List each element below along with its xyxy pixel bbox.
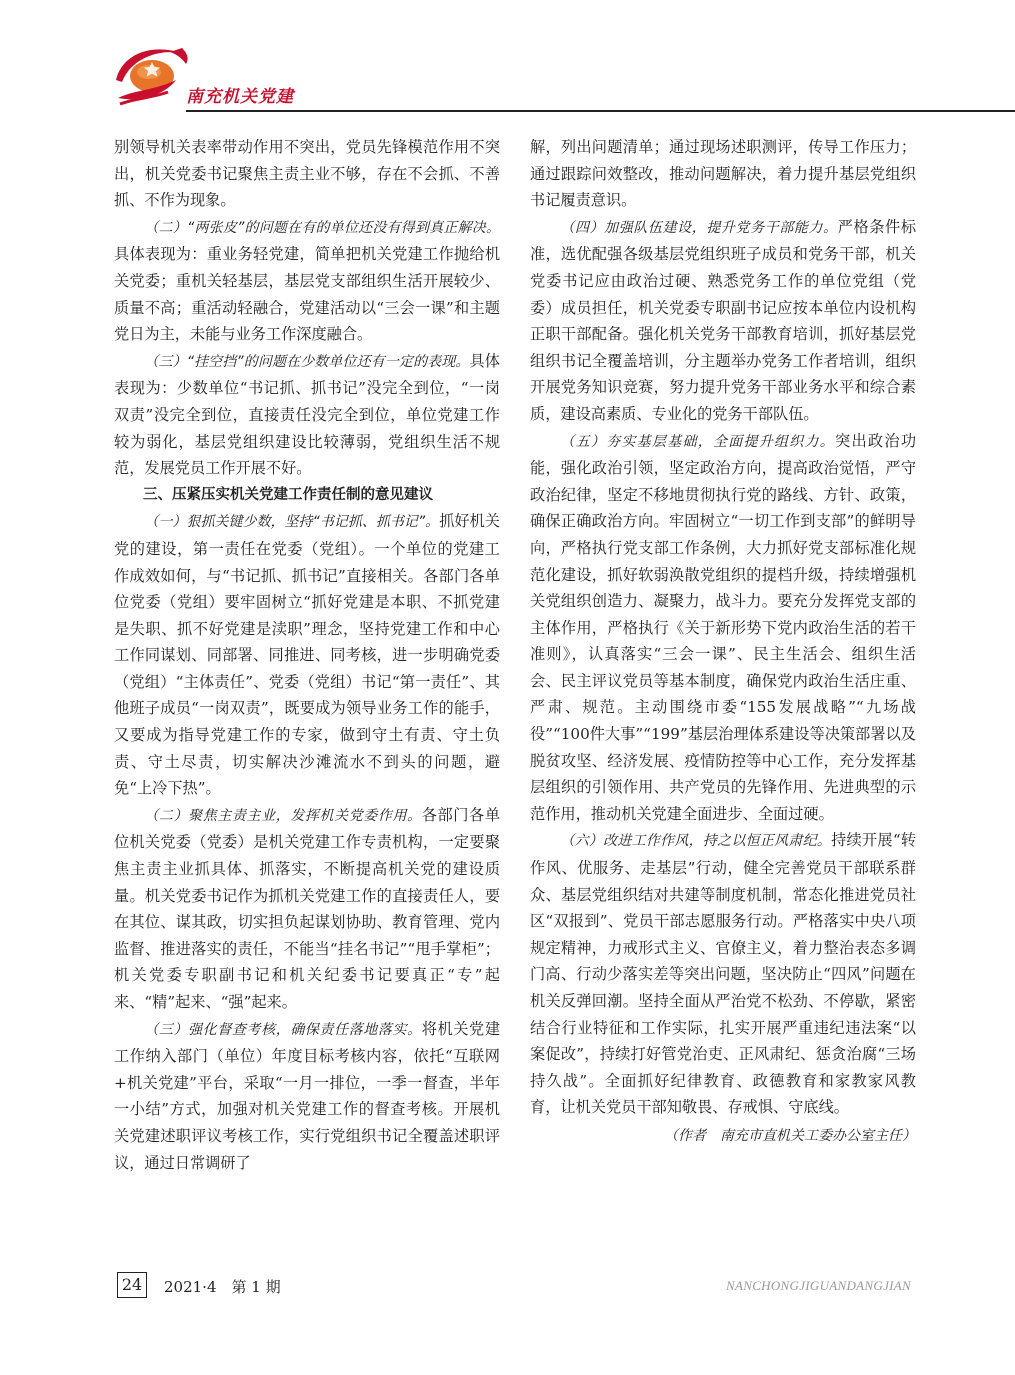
page-footer: [0, 1270, 1015, 1310]
page-number: 24: [117, 1272, 147, 1298]
paragraph: [530, 428, 916, 828]
paragraph-body: 各部门各单位机关党委（党委）是机关党建工作专责机构，一定要聚焦主责主业抓具体、抓落实，不断提高机关党的建设质量。机关党委书记作为抓机关党建工作的直接责任人，要在其位、谋其政，切实担负起谋划协助、教育管理、党内监督、推进落实的责任，不能当“挂名书记”“甩手掌柜”；机关党委专职副书记和机关纪委书记要真正“专”起来、“精”起来、“强”起来。: [114, 805, 501, 1011]
paragraph-body: 抓好机关党的建设，第一责任在党委（党组）。一个单位的党建工作成效如何，与“书记抓、抓书记”直接相关。各部门各单位党委（党组）要牢固树立“抓好党建是本职、不抓党建是失职、抓不好党建是渎职”理念，坚持党建工作和中心工作同谋划、同部署、同推进、同考核，进一步明确党委（党组）“主体责任”、党委（党组）书记“第一责任”、其他班子成员“一岗双责”，既要成为领导业务工作的能手，又要成为指导党建工作的专家，做到守土有责、守土负责、守土尽责，切实解决沙滩流水不到头的问题，避免“上冷下热”。: [114, 512, 500, 798]
page-header: [0, 0, 1015, 118]
party-building-logo-icon: [112, 40, 192, 110]
subsection-lead: （二）聚焦主责主业，发挥机关党委作用。: [144, 807, 422, 824]
header-rule: [186, 110, 1015, 112]
subsection-lead: （六）改进工作作风，持之以恒正风肃纪。: [560, 833, 832, 850]
paragraph: 别领导机关表率带动作用不突出，党员先锋模范作用不突出，机关党委书记聚焦主责主业不够，存在不会抓、不善抓、不作为现象。: [114, 138, 500, 210]
brand-title: 南充机关党建: [186, 87, 294, 107]
paragraph-body: 具体表现为：重业务轻党建，简单把机关党建工作抛给机关党委；重机关轻基层，基层党支部组织生活开展较少、质量不高；重活动轻融合，党建活动以“三会一课”和主题党日为主，未能与业务工作深度融合。: [114, 245, 500, 344]
right-column: [530, 134, 916, 1150]
paragraph-body: 严格条件标准，选优配强各级基层党组织班子成员和党务干部，机关党委书记应由政治过硬、熟悉党务工作的单位党组（党委）成员担任，机关党委专职副书记应按本单位内设机构正职干部配备。强化机关党务干部教育培训，抓好基层党组织书记全覆盖培训，分主题举办党务工作者培训，组织开展党务知识竞赛，努力提升党务干部业务水平和综合素质，建设高素质、专业化的党务干部队伍。: [530, 217, 917, 423]
section-heading: 三、压紧压实机关党建工作责任制的意见建议: [143, 486, 433, 503]
paragraph-body: 将机关党建工作纳入部门（单位）年度目标考核内容，依托“互联网+机关党建”平台，采取“一月一排位，一季一督查，半年一小结”方式，加强对机关党建工作的督查考核。开展机关党建述职评议考核工作，实行党组织书记全覆盖述职评议，通过日常调研了: [114, 1019, 501, 1172]
paragraph: [114, 348, 500, 482]
paragraph-body: 突出政治功能，强化政治引领，坚定政治方向，提高政治觉悟，严守政治纪律，坚定不移地贯彻执行党的路线、方针、政策，确保正确政治方向。牢固树立“一切工作到支部”的鲜明导向，严格执行党支部工作条例，大力抓好党支部标准化规范化建设，抓好软弱涣散党组织的提档升级，持续增强机关党组织创造力、凝聚力，战斗力。要充分发挥党支部的主体作用，严格执行《关于新形势下党内政治生活的若干准则》，认真落实“三会一课”、民主生活会、组织生活会、民主评议党员等基本制度，确保党内政治生活庄重、严肃、规范。主动围绕市委“155发展战略”“九场战役”“100件大事”“199”基层治理体系建设等决策部署以及脱贫攻坚、经济发展、疫情防控等中心工作，充分发挥基层组织的引领作用、共产党员的先锋作用、先进典型的示范作用，推动机关党建全面进步、全面过硬。: [530, 431, 916, 823]
paragraph-body: 持续开展“转作风、优服务、走基层”行动，健全完善党员干部联系群众、基层党组织结对共建等制度机制，常态化推进党员社区“双报到”、党员干部志愿服务行动。严格落实中央八项规定精神，力戒形式主义、官僚主义，着力整治表态多调门高、行动少落实差等突出问题，坚决防止“四风”问题在机关反弹回潮。坚持全面从严治党不松劲、不停歇，紧密结合行业特征和工作实际，扎实开展严重违纪违法案“以案促改”，持续打好管党治吏、正风肃纪、惩贪治腐“三场持久战”。全面抓好纪律教育、政德教育和家教家风教育，让机关党员干部知敬畏、存戒惧、守底线。: [530, 831, 917, 1117]
subsection-lead: （二）“两张皮”的问题在有的单位还没有得到真正解决。: [144, 219, 500, 236]
paragraph: [114, 508, 500, 802]
subsection-lead: （五）夯实基层基础，全面提升组织力。: [560, 433, 836, 450]
paragraph: 解，列出问题清单；通过现场述职测评，传导工作压力；通过跟踪问效整改，推动问题解决，着力提升基层党组织书记履责意识。: [530, 138, 916, 210]
subsection-lead: （一）狠抓关键少数，坚持“书记抓、抓书记”。: [144, 514, 440, 531]
subsection-lead: （四）加强队伍建设，提升党务干部能力。: [560, 219, 838, 236]
paragraph: [114, 802, 500, 1016]
paragraph: [530, 214, 916, 428]
paragraph: [114, 214, 500, 348]
journal-name-en: NANCHONGJIGUANDANGJIAN: [726, 1278, 911, 1293]
subsection-lead: （三）“挂空挡”的问题在少数单位还有一定的表现。: [144, 353, 470, 370]
subsection-lead: （三）强化督查考核，确保责任落地落实。: [144, 1021, 422, 1038]
paragraph: [530, 827, 916, 1121]
author-note: （作者 南充市直机关工委办公室主任）: [664, 1127, 916, 1144]
paragraph-body: 具体表现为：少数单位“书记抓、抓书记”没完全到位，“一岗双责”没完全到位，直接责任没完全到位，单位党建工作较为弱化，基层党组织建设比较薄弱，党组织生活不规范，发展党员工作开展不好。: [114, 351, 500, 478]
issue-info: 2021·4 第 1 期: [164, 1278, 281, 1296]
left-column: [114, 134, 500, 1176]
paragraph: [114, 1016, 500, 1177]
